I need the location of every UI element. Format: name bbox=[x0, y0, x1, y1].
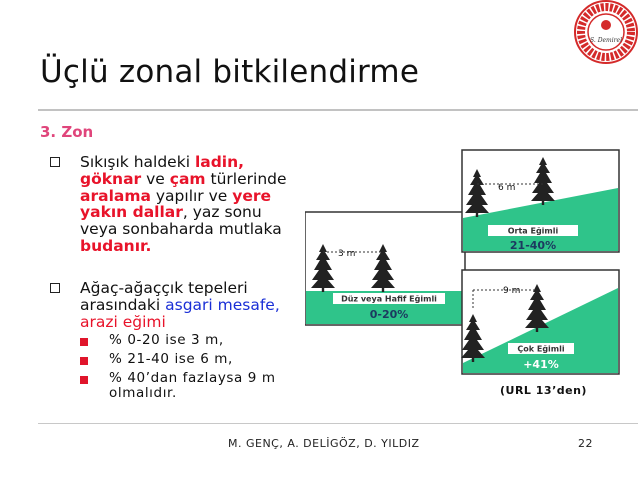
footer-divider bbox=[38, 423, 638, 424]
slope-name: Orta Eğimli bbox=[507, 226, 559, 236]
logo-signature: S. Demirel bbox=[589, 37, 623, 44]
steep-slope-panel bbox=[461, 270, 619, 374]
title-divider bbox=[38, 109, 638, 111]
bullet-1-part: Sıkışık haldeki bbox=[80, 153, 195, 171]
slope-range: 0-20% bbox=[369, 308, 409, 321]
spacing-label: 9 m bbox=[503, 286, 521, 296]
bullet-2-blue: asgari mesafe, bbox=[165, 295, 280, 314]
bullet-1-text bbox=[80, 154, 298, 255]
bullet-1-part: ve bbox=[141, 169, 170, 188]
checkbox-bullet-icon bbox=[50, 157, 60, 167]
page-number: 22 bbox=[578, 437, 593, 450]
square-bullet-icon bbox=[80, 338, 88, 346]
square-bullet-icon bbox=[80, 357, 88, 365]
spacing-label: 6 m bbox=[498, 183, 516, 193]
source-reference: (URL 13’den) bbox=[500, 384, 587, 397]
spacing-label: 3 m bbox=[338, 249, 356, 259]
bullet-1-part: yapılır ve bbox=[150, 186, 233, 205]
slope-item: % 21-40 ise 6 m, bbox=[109, 351, 233, 367]
slope-spacing-diagram bbox=[305, 148, 625, 380]
bullet-1-part: , yaz sonu veya sonbaharda mutlaka bbox=[80, 203, 282, 239]
slope-range: +41% bbox=[523, 358, 559, 371]
bullet-1-highlight: aralama bbox=[80, 186, 151, 205]
bullet-1-highlight: ladin, göknar bbox=[80, 153, 245, 188]
bullet-2-text bbox=[80, 280, 288, 330]
slope-name: Düz veya Hafif Eğimli bbox=[341, 294, 437, 304]
bullet-2-part: Ağaç-ağaççık tepeleri arasındaki bbox=[80, 279, 248, 314]
bullet-1-highlight: çam bbox=[169, 169, 206, 188]
slope-name: Çok Eğimli bbox=[517, 344, 565, 354]
flat-slope-panel bbox=[305, 212, 465, 325]
slope-range: 21-40% bbox=[509, 239, 557, 252]
zone-label: 3. Zon bbox=[40, 123, 94, 141]
medium-slope-panel bbox=[462, 150, 619, 252]
slope-item: % 0-20 ise 3 m, bbox=[109, 332, 224, 348]
university-seal-logo bbox=[573, 0, 638, 65]
footer-authors: M. GENÇ, A. DELİGÖZ, D. YILDIZ bbox=[228, 437, 420, 450]
checkbox-bullet-icon bbox=[50, 283, 60, 293]
bullet-1-part: türlerinde bbox=[205, 169, 287, 188]
square-bullet-icon bbox=[80, 376, 88, 384]
bullet-1-highlight: budanır. bbox=[80, 236, 152, 255]
slope-item: % 40’dan fazlaysa 9 m olmalıdır. bbox=[109, 370, 276, 401]
bullet-1-highlight: yere yakın dallar bbox=[80, 186, 272, 222]
bullet-2-red: arazi eğimi bbox=[80, 312, 166, 331]
slide-title: Üçlü zonal bitkilendirme bbox=[40, 54, 420, 90]
